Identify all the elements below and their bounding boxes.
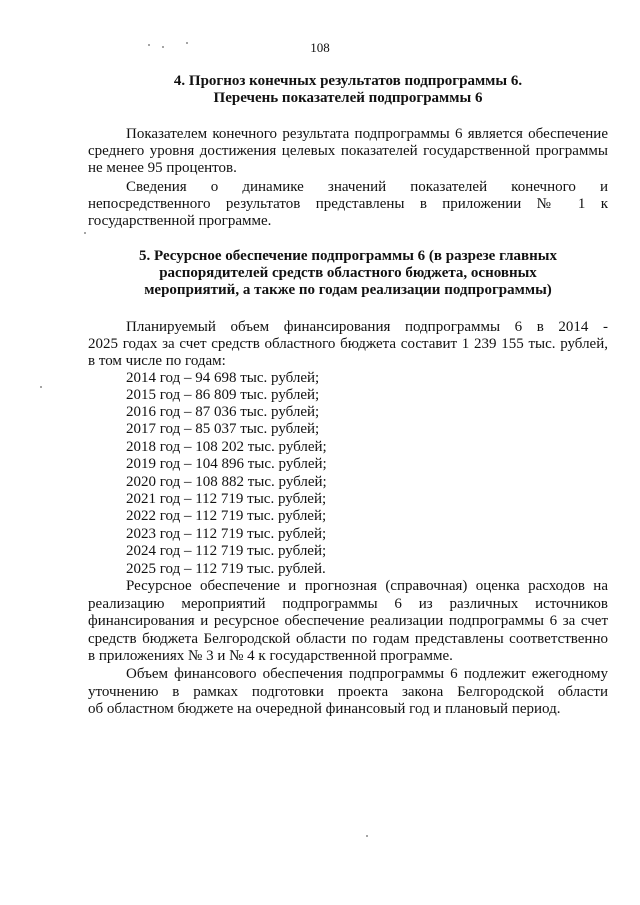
funding-year-item: 2025 год – 112 719 тыс. рублей. <box>126 561 326 577</box>
section-5-title <box>88 248 608 299</box>
paragraph-line: в приложениях № 3 и № 4 к государственной программе. <box>88 648 453 664</box>
funding-year-item: 2020 год – 108 882 тыс. рублей; <box>126 474 327 490</box>
paragraph-line: реализацию мероприятий подпрограммы 6 из различных источников <box>88 596 608 612</box>
section-4-title <box>88 73 608 107</box>
funding-year-item: 2021 год – 112 719 тыс. рублей; <box>126 491 327 507</box>
paragraph-line: среднего уровня достижения целевых показателей государственной программы <box>88 143 608 159</box>
paragraph-line: Сведения о динамике значений показателей конечного и <box>126 179 608 195</box>
paragraph-line: Объем финансового обеспечения подпрограммы 6 подлежит ежегодному <box>126 666 608 682</box>
paragraph-line: в том числе по годам: <box>88 353 226 369</box>
funding-year-item: 2016 год – 87 036 тыс. рублей; <box>126 404 320 420</box>
section-5-title-line: 5. Ресурсное обеспечение подпрограммы 6 (в разрезе главных <box>138 248 557 264</box>
paragraph-line: 2025 годах за счет средств областного бюджета составит 1 239 155 тыс. рублей, <box>88 336 608 352</box>
section-5-title-line: распорядителей средств областного бюджета, основных <box>159 265 537 281</box>
funding-year-item: 2018 год – 108 202 тыс. рублей; <box>126 439 327 455</box>
paragraph-line: Планируемый объем финансирования подпрограммы 6 в 2014 - <box>126 319 608 335</box>
scan-speck <box>186 42 188 44</box>
paragraph-line: об областном бюджете на очередной финансовый год и плановый период. <box>88 701 561 717</box>
funding-year-item: 2019 год – 104 896 тыс. рублей; <box>126 456 327 472</box>
page-number: 108 <box>310 40 330 55</box>
paragraph-line: финансирования и ресурсное обеспечение реализации подпрограммы 6 за счет <box>88 613 608 629</box>
paragraph-line: не менее 95 процентов. <box>88 160 237 176</box>
funding-year-item: 2015 год – 86 809 тыс. рублей; <box>126 387 320 403</box>
section-5-title-line: мероприятий, а также по годам реализации подпрограммы) <box>144 282 552 298</box>
funding-year-item: 2022 год – 112 719 тыс. рублей; <box>126 508 327 524</box>
section-4-title-line: 4. Прогноз конечных результатов подпрограммы 6. <box>173 73 523 89</box>
paragraph-line: средств бюджета Белгородской области по годам представлены соответственно <box>88 631 608 647</box>
paragraph-line: Показателем конечного результата подпрограммы 6 является обеспечение <box>126 126 608 142</box>
section-4-title-line: Перечень показателей подпрограммы 6 <box>213 90 483 106</box>
paragraph-line: уточнению в рамках подготовки проекта закона Белгородской области <box>88 684 608 700</box>
scan-speck <box>84 232 86 234</box>
scan-speck <box>366 835 368 837</box>
funding-year-item: 2023 год – 112 719 тыс. рублей; <box>126 526 327 542</box>
funding-year-item: 2014 год – 94 698 тыс. рублей; <box>126 370 320 386</box>
paragraph-line: Ресурсное обеспечение и прогнозная (справочная) оценка расходов на <box>126 578 608 594</box>
scan-speck <box>40 386 42 388</box>
paragraph-line: непосредственного результатов представлены в приложении № 1 к <box>88 196 608 212</box>
funding-year-item: 2024 год – 112 719 тыс. рублей; <box>126 543 327 559</box>
paragraph-line: государственной программе. <box>88 213 272 229</box>
scan-speck <box>148 44 150 46</box>
scan-speck <box>162 46 164 48</box>
funding-year-item: 2017 год – 85 037 тыс. рублей; <box>126 421 320 437</box>
